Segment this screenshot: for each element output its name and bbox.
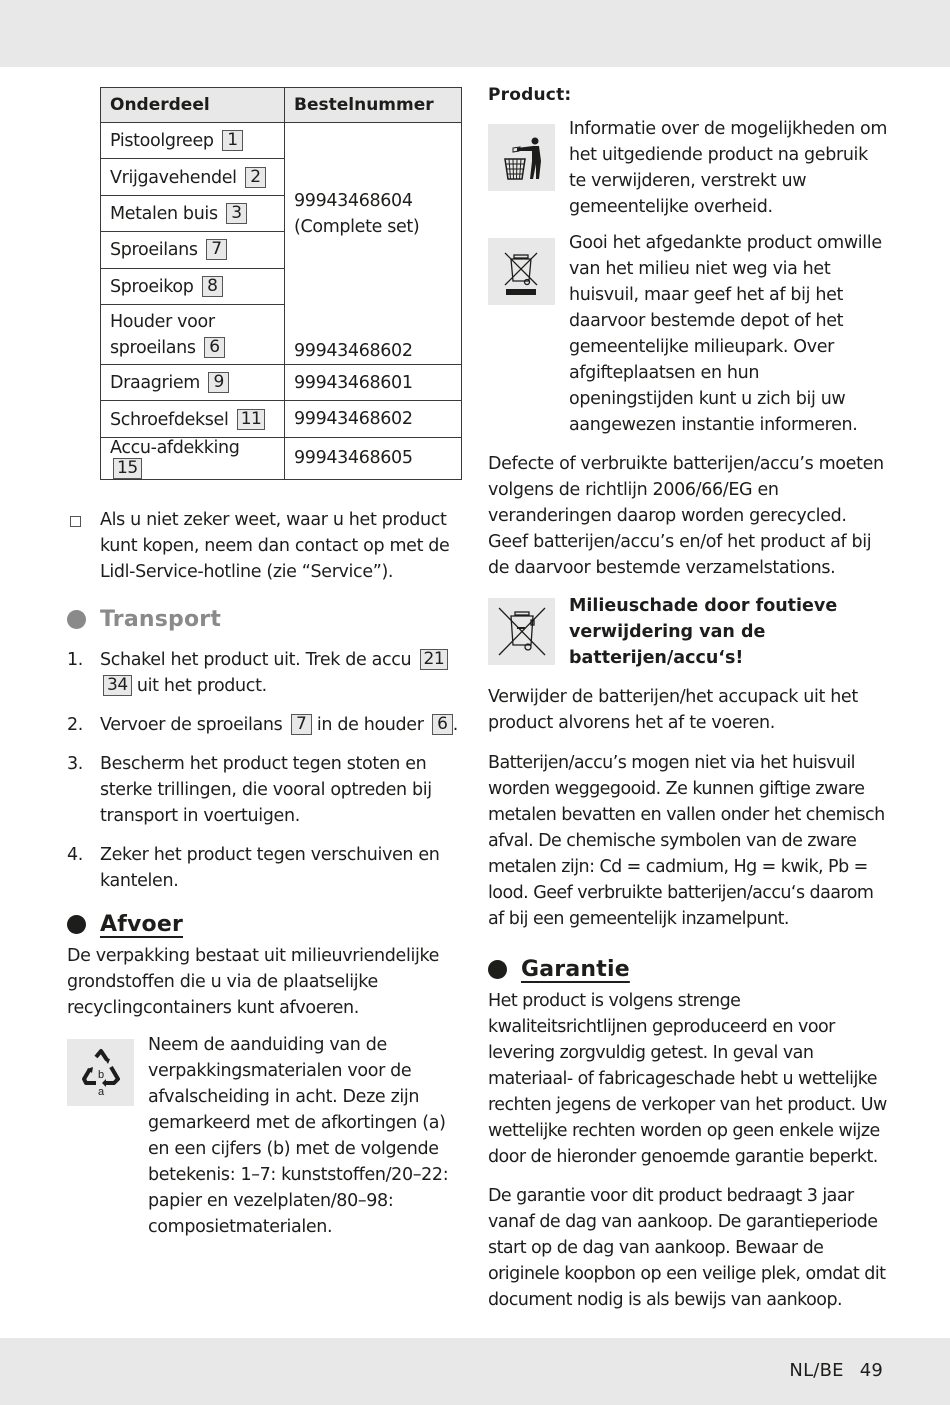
part-reference-number: 9 <box>208 372 229 393</box>
order-number: 99943468602 <box>285 304 462 364</box>
list-item: 3. Bescherm het product tegen stoten en sterke trillingen, die vooral optreden bij transport in voertuigen. <box>67 753 432 826</box>
order-number: 99943468605 <box>285 437 462 479</box>
part-name: Metalen buis 3 <box>101 195 285 231</box>
part-name: Accu-afdekking 15 <box>101 437 285 479</box>
part-reference-number: 3 <box>226 203 247 224</box>
remove-battery-text: Verwijder de batterijen/het accupack uit het product alvorens het af te voeren. <box>488 687 858 733</box>
checkbox-bullet-icon <box>70 516 81 527</box>
transport-steps <box>67 647 465 894</box>
left-column <box>67 87 465 1240</box>
product-info-text: Informatie over de mogelijkheden om het uitgediende product na gebruik te verwijderen, verstrekt uw gemeentelijke overheid. <box>569 119 888 217</box>
part-reference-number: 7 <box>291 714 312 735</box>
part-reference-number: 8 <box>202 276 223 297</box>
order-number: 99943468601 <box>285 364 462 400</box>
crossed-bin-bar-icon <box>488 238 555 305</box>
product-heading: Product: <box>488 85 572 105</box>
bullet-dot-icon <box>67 915 86 934</box>
weee-info <box>488 233 888 438</box>
part-name: Schroefdeksel 11 <box>101 401 285 437</box>
column-header-onderdeel: Onderdeel <box>101 88 285 123</box>
part-name: Sproeikop 8 <box>101 268 285 304</box>
list-item: 2. Vervoer de sproeilans 7 in de houder 6 . <box>67 713 459 735</box>
table-row <box>101 123 462 159</box>
tidyman-bin-icon <box>488 124 555 191</box>
part-reference-number: 21 <box>420 649 449 670</box>
order-number: 99943468602 <box>285 401 462 437</box>
part-name: Sproeilans 7 <box>101 232 285 268</box>
table-row <box>101 437 462 479</box>
part-reference-number: 6 <box>204 337 225 358</box>
product-disposal-info <box>488 119 888 220</box>
recycling-info <box>67 1034 465 1240</box>
heavy-metals-text: Batterijen/accu’s mogen niet via het huisvuil worden weggegooid. Ze kunnen giftige zware metalen bevatten en vallen onder het chemisch afval. De chemische symbolen van de zware metalen zijn: Cd = cadmium, Hg = kwik, Pb = lood. Geef verbruikte batterijen/accu‘s daarom af bij een gemeentelijk inzamelpunt. <box>488 753 885 929</box>
parts-table <box>100 87 462 480</box>
battery-warning <box>488 598 888 671</box>
column-header-bestelnummer: Bestelnummer <box>285 88 462 123</box>
part-reference-number: 15 <box>113 458 142 479</box>
table-row <box>101 304 462 364</box>
page-header-band <box>0 0 950 67</box>
part-reference-number: 6 <box>432 714 453 735</box>
part-name: Houder voor sproeilans 6 <box>101 304 285 364</box>
recycling-triangle-icon <box>67 1039 134 1106</box>
part-name: Draagriem 9 <box>101 364 285 400</box>
part-name: Pistoolgreep 1 <box>101 123 285 159</box>
part-name: Vrijgavehendel 2 <box>101 159 285 195</box>
svg-text:a: a <box>97 1086 104 1098</box>
part-reference-number: 1 <box>222 130 243 151</box>
right-column <box>488 83 888 1313</box>
recycling-text: Neem de aanduiding van de verpakkingsmaterialen voor de afvalscheiding in acht. Deze zijn gemarkeerd met de afkortingen (a) en een cijfers (b) met de volgende betekenis: 1–7: kunststoffen/20–22: papier en vezelplaten/80–98: composietmaterialen. <box>148 1034 449 1237</box>
svg-text:b: b <box>97 1069 104 1082</box>
bullet-dot-icon <box>488 960 507 979</box>
garantie-paragraph-1: Het product is volgens strenge kwaliteitsrichtlijnen geproduceerd en voor levering zorgvuldig getest. In geval van materiaal- of fabricageschade hebt u wettelijke rechten jegens de verkoper van het product. Uw wettelijke rechten worden op geen enkele wijze door de hieronder genoemde garantie beperkt. <box>488 991 887 1167</box>
battery-warning-heading: Milieuschade door foutieve verwijdering van de batterijen/accu‘s! <box>569 596 838 668</box>
page-footer <box>789 1360 883 1381</box>
service-note <box>67 507 465 585</box>
section-heading-transport: Transport <box>67 607 465 632</box>
page-number: 49 <box>859 1360 883 1381</box>
bullet-dot-icon <box>67 610 86 629</box>
complete-set-label: (Complete set) <box>294 216 420 237</box>
afvoer-intro: De verpakking bestaat uit milieuvriendelijke grondstoffen die u via de plaatselijke recyclingcontainers kunt afvoeren. <box>67 945 440 1018</box>
table-header-row <box>101 88 462 123</box>
garantie-paragraph-2: De garantie voor dit product bedraagt 3 jaar vanaf de dag van aankoop. De garantieperiode start op de dag van aankoop. Bewaar de originele koopbon op een veilige plek, omdat dit document nodig is als bewijs van aankoop. <box>488 1186 886 1310</box>
part-reference-number: 2 <box>245 167 266 188</box>
list-item: 4. Zeker het product tegen verschuiven en kantelen. <box>67 844 440 891</box>
order-number: 99943468604 <box>294 190 413 211</box>
list-item: 1. Schakel het product uit. Trek de accu 2134 uit het product. <box>67 647 465 699</box>
locale-label: NL/BE <box>789 1360 844 1381</box>
table-row <box>101 401 462 437</box>
battery-directive-text: Defecte of verbruikte batterijen/accu’s moeten volgens de richtlijn 2006/66/EG en veranderingen daarop worden gerecycled. Geef batterijen/accu’s en/of het product af bij de daarvoor bestemde verzamelstations. <box>488 454 884 578</box>
part-reference-number: 34 <box>103 675 132 696</box>
note-text: Als u niet zeker weet, waar u het product kunt kopen, neem dan contact op met de Lidl-Service-hotline (zie “Service”). <box>100 509 450 582</box>
section-heading-afvoer: Afvoer <box>67 912 465 937</box>
crossed-bin-icon <box>488 598 555 665</box>
weee-text: Gooi het afgedankte product omwille van het milieu niet weg via het huisvuil, maar geef het af bij het daarvoor bestemde depot of het gemeentelijke milieupark. Over afgifteplaatsen en hun openingstijden kunt u zich bij uw aangewezen instantie informeren. <box>569 233 882 435</box>
complete-set-cell <box>285 123 462 305</box>
part-reference-number: 11 <box>237 409 266 430</box>
section-heading-garantie: Garantie <box>488 957 888 982</box>
part-reference-number: 7 <box>206 239 227 260</box>
table-row <box>101 364 462 400</box>
